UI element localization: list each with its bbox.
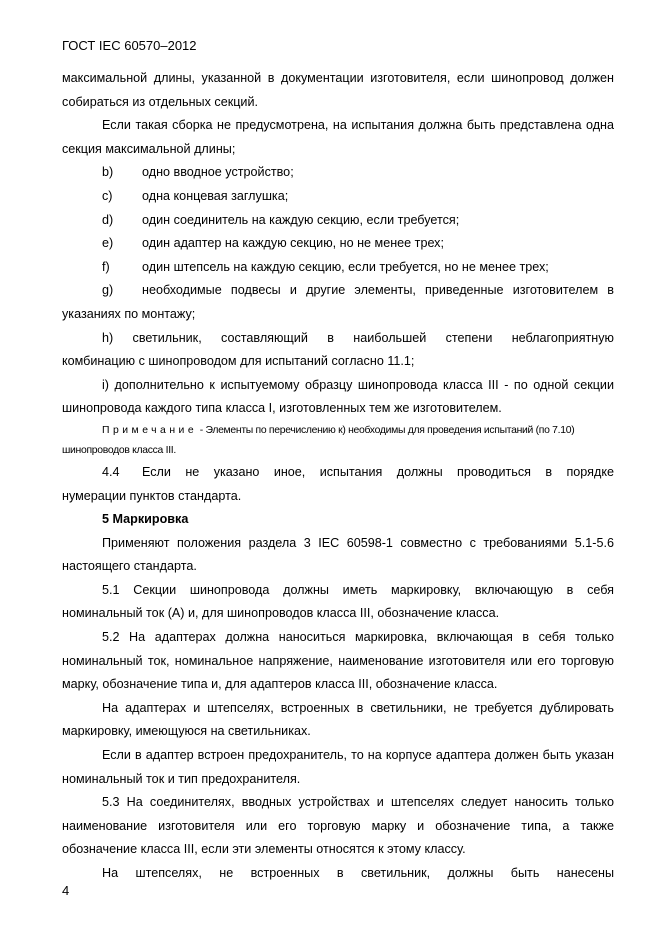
list-item-g: [62, 279, 614, 303]
note-text: - Элементы по перечислению к) необходимы для проведения испытаний (по 7.10) шинопроводов класса III.: [62, 424, 575, 456]
document-body: [62, 67, 614, 886]
list-item: [62, 232, 614, 256]
clause-5-2-fuse: Если в адаптер встроен предохранитель, то на корпусе адаптера должен быть указан номинальный ток и тип предохранителя.: [62, 748, 614, 786]
list-item: [62, 209, 614, 233]
clause-5-3: 5.3 На соединителях, вводных устройствах и штепселях следует наносить только наименование изготовителя или его торговую марку и обозначение типа, а также обозначение класса III, если эти элементы относятся к этому классу.: [62, 795, 614, 857]
list-marker: g): [102, 283, 114, 298]
list-marker: c): [102, 188, 113, 203]
list-item-g-continuation: указаниях по монтажу;: [62, 306, 196, 321]
list-marker: d): [102, 212, 114, 227]
list-item-i: i) дополнительно к испытуемому образцу шинопровода класса III - по одной секции шинопровода каждого типа класса I, изготовленных тем же изготовителем.: [62, 377, 614, 416]
list-text: один соединитель на каждую секцию, если требуется;: [142, 212, 460, 227]
section-5-heading: 5 Маркировка: [102, 512, 189, 527]
list-item: [62, 185, 614, 209]
list-marker: e): [102, 236, 114, 251]
list-marker: b): [102, 165, 114, 180]
enumeration-list: [62, 161, 614, 326]
list-text: один штепсель на каждую секцию, если требуется, но не менее трех;: [142, 259, 549, 274]
list-item-h: h) светильник, составляющий в наибольшей степени неблагоприятную: [102, 330, 614, 345]
note-label: Примечание: [102, 424, 198, 436]
clause-4-4-continuation: нумерации пунктов стандарта.: [62, 488, 242, 503]
note: [62, 421, 614, 461]
clause-4-4: [62, 461, 614, 485]
page-number: 4: [62, 883, 70, 898]
section-5-intro: Применяют положения раздела 3 IEC 60598-1 совместно с требованиями 5.1-5.6 настоящего стандарта.: [62, 535, 614, 574]
list-text: необходимые подвесы и другие элементы, приведенные изготовителем в: [142, 283, 614, 298]
clause-text: Если не указано иное, испытания должны проводиться в порядке: [142, 464, 614, 479]
list-item: [62, 256, 614, 280]
clause-number: 4.4: [102, 464, 120, 479]
list-text: одна концевая заглушка;: [142, 188, 289, 203]
paragraph-max-length: максимальной длины, указанной в документации изготовителя, если шинопровод должен собираться из отдельных секций.: [62, 71, 614, 109]
paragraph-assembly: Если такая сборка не предусмотрена, на испытания должна быть представлена одна секция максимальной длины;: [62, 118, 614, 156]
list-marker: f): [102, 259, 110, 274]
clause-5-2-adapters-in-luminaires: На адаптерах и штепселях, встроенных в светильники, не требуется дублировать маркировку, имеющуюся на светильниках.: [62, 700, 614, 739]
list-text: одно вводное устройство;: [142, 165, 294, 180]
clause-5-2: 5.2 На адаптерах должна наноситься маркировка, включающая в себя только номинальный ток, номинальное напряжение, наименование изготовителя или его торговую марку, обозначение типа и, для адаптеров класса III, обозначение класса.: [62, 630, 614, 692]
list-item: [62, 161, 614, 185]
clause-5-1: 5.1 Секции шинопровода должны иметь маркировку, включающую в себя номинальный ток (А) и, для шинопроводов класса III, обозначение класса.: [62, 582, 614, 621]
list-item-h-continuation: комбинацию с шинопроводом для испытаний согласно 11.1;: [62, 354, 415, 369]
standard-header: ГОСТ IEC 60570–2012: [62, 38, 197, 53]
list-text: один адаптер на каждую секцию, но не менее трех;: [142, 236, 444, 251]
clause-5-3-plugs: На штепселях, не встроенных в светильник, должны быть нанесены: [102, 866, 614, 880]
